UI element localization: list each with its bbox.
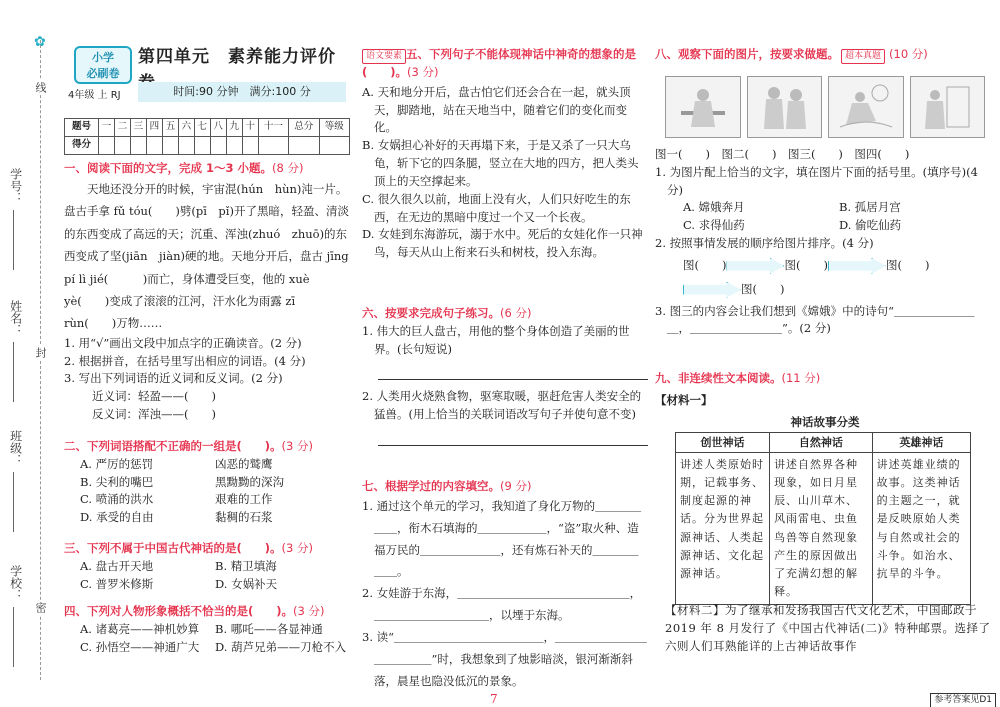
score-header-cell: 九 xyxy=(226,119,242,137)
field-class: 班级： xyxy=(8,430,23,466)
score-input-cell[interactable] xyxy=(258,137,288,155)
section-8: 八、观察下面的图片，按要求做题。 超本真题 (10 分) xyxy=(655,46,995,64)
score-header-cell: 十 xyxy=(242,119,258,137)
section-heading: 二、下列词语搭配不正确的一组是( )。 xyxy=(64,439,282,453)
table-header: 自然神话 xyxy=(770,433,873,453)
ordering-row: 图( ) 图( ) 图( ) xyxy=(683,257,930,272)
option-row: A. 嫦娥奔月 B. 孤居月宫 xyxy=(683,200,901,215)
section-heading: 六、按要求完成句子练习。 xyxy=(362,306,500,320)
score-input-cell[interactable] xyxy=(242,137,258,155)
material-2 xyxy=(655,602,995,655)
material-text: 【材料二】为了继承和发扬我国古代文化艺术，中国邮政于 2019 年 8 月发行了《中国古代神话(二)》特种邮票。选择了六则人们耳熟能详的上古神话故事作 xyxy=(665,603,991,653)
score-input-cell[interactable] xyxy=(178,137,194,155)
story-picture-1 xyxy=(665,76,741,138)
score-input-cell[interactable] xyxy=(146,137,162,155)
option-row: C. 求得仙药 D. 偷吃仙药 xyxy=(683,218,902,233)
score-input-cell[interactable] xyxy=(289,137,319,155)
score-value-row xyxy=(65,137,350,155)
option-row: A. 诸葛亮——神机妙算 B. 哪吒——各显神通 xyxy=(80,621,323,636)
question: 1. 伟大的巨人盘古，用他的整个身体创造了美丽的世界。(长句短说) xyxy=(362,323,630,356)
score-input-cell[interactable] xyxy=(226,137,242,155)
score-input-cell[interactable] xyxy=(114,137,130,155)
question: 2. 根据拼音，在括号里写出相应的词语。(4 分) xyxy=(64,353,306,368)
section-1 xyxy=(64,160,350,424)
arrow-right-icon xyxy=(828,258,886,274)
question[interactable]: 2. 女娃游于东海，＿＿＿＿＿＿＿＿＿＿＿＿＿＿＿，＿＿＿＿＿＿＿＿＿＿，以堙于东海。 xyxy=(362,586,642,623)
field-school: 学校： xyxy=(8,565,23,601)
table-title: 神话故事分类 xyxy=(790,414,860,429)
picture-row xyxy=(665,76,985,138)
tag-label: 语文要素 xyxy=(362,49,406,64)
score-header-cell: 三 xyxy=(130,119,146,137)
section-heading: 八、观察下面的图片，按要求做题。 xyxy=(655,47,839,61)
section-heading: 九、非连续性文本阅读。 xyxy=(655,371,782,385)
option[interactable]: B. 女娲担心补好的天再塌下来，于是又杀了一只大乌龟，斩下它的四条腿，竖立在大地的四方，把人类头顶上的天空撑起来。 xyxy=(362,138,639,188)
score-header-row xyxy=(65,119,350,137)
score-input-cell[interactable] xyxy=(162,137,178,155)
question: 1. 用“√”画出文段中加点字的正确读音。(2 分) xyxy=(64,335,302,350)
arrow-right-icon xyxy=(683,282,741,298)
table-cell: 讲述英雄业绩的故事。这类神话的主题之一，就是反映原始人类与自然或社会的斗争。如治水、抗旱的斗争。 xyxy=(872,453,970,605)
score-input-cell[interactable] xyxy=(319,137,350,155)
score-input-cell[interactable] xyxy=(194,137,210,155)
score-header-cell: 二 xyxy=(114,119,130,137)
cut-line xyxy=(40,40,41,680)
section-heading: 七、根据学过的内容填空。 xyxy=(362,479,500,493)
field-name: 姓名： xyxy=(8,300,23,336)
flower-icon: ✿ xyxy=(34,34,46,50)
option-row: C. 普罗米修斯 D. 女娲补天 xyxy=(80,576,278,591)
page-number: 7 xyxy=(490,692,498,706)
score-input-cell[interactable] xyxy=(210,137,226,155)
score-header-cell: 等级 xyxy=(319,119,350,137)
option[interactable]: C. 很久很久以前，地面上没有火，人们只好吃生的东西，在无边的黑暗中度过一个又一个长夜。 xyxy=(362,191,631,224)
figure-labels[interactable]: 图一( ) 图二( ) 图三( ) 图四( ) xyxy=(655,147,910,161)
score-table xyxy=(64,118,350,155)
grade-label: 4年级 上 RJ xyxy=(68,90,121,101)
column-middle xyxy=(362,0,648,707)
question: 3. 写出下列词语的近义词和反义词。(2 分) xyxy=(64,371,283,386)
material-label: 【材料一】 xyxy=(655,392,713,407)
answer-line[interactable]: 反义词：浑浊——( ) xyxy=(92,407,216,422)
question: 1. 为图片配上恰当的文字，填在图片下面的括号里。(填序号)(4 分) xyxy=(655,164,978,197)
field-line[interactable] xyxy=(13,472,14,532)
score-label-cell: 得分 xyxy=(65,137,99,155)
passage: 天地还没分开的时候，宇宙混(hún hùn)沌一片。盘古手拿 fǔ tóu( )劈(pī pǐ)开了黑暗，轻盈、清淡的东西变成了高远的天；沉重、浑浊(zhuó zhuō)的东西变成了坚(jiān jiàn)硬的地。天地分开后，盘古 jīng pí lì jié( )而亡，身体遭受巨变，他的 xuè yè( )变成了滚滚的江河，汗水化为雨露 zī rùn( )万物…… xyxy=(64,181,349,331)
column-right xyxy=(655,0,995,707)
section-heading: 三、下列不属于中国古代神话的是( )。 xyxy=(64,541,282,555)
field-line[interactable] xyxy=(13,607,14,667)
tag-label: 超本真题 xyxy=(841,49,885,64)
column-left xyxy=(64,0,350,707)
arrow-right-icon xyxy=(726,258,784,274)
field-line[interactable] xyxy=(13,342,14,402)
answer-reference: 参考答案见D1 xyxy=(930,693,996,707)
section-9: 九、非连续性文本阅读。(11 分) 【材料一】 神话故事分类 xyxy=(655,370,995,431)
score-header-cell: 总分 xyxy=(289,119,319,137)
section-8-questions xyxy=(655,146,995,338)
story-picture-3 xyxy=(828,76,904,138)
option-row: B. 尖利的嘴巴 黑黝黝的深沟 xyxy=(80,474,284,489)
field-line[interactable] xyxy=(13,210,14,270)
section-6: 六、按要求完成句子练习。(6 分) 1. 伟大的巨人盘古，用他的整个身体创造了美丽的世界。(长句短说) 2. 人类用火烧熟食物，驱寒取暖，驱赶危害人类安全的猛兽。(用上恰当的关联词语改写句子并使句意不变) xyxy=(362,305,648,446)
question: 2. 人类用火烧熟食物，驱寒取暖，驱赶危害人类安全的猛兽。(用上恰当的关联词语改写句子并使句意不变) xyxy=(362,389,642,422)
page-title: 第四单元 素养能力评价 xyxy=(138,47,336,67)
section-heading: 五、下列句子不能体现神话中神奇的想象的是( )。 xyxy=(362,47,637,79)
option-row: D. 承受的自由 黏稠的石浆 xyxy=(80,510,273,525)
answer-line[interactable]: 近义词：轻盈——( ) xyxy=(92,389,216,404)
time-score-info: 时间:90 分钟 满分:100 分 xyxy=(138,82,346,102)
field-student-id: 学号： xyxy=(8,168,23,204)
table-cell: 讲述自然界各种现象，如日月星辰、山川草木、风雨雷电、虫鱼鸟兽等自然现象产生的原因做出了充满幻想的解释。 xyxy=(770,453,873,605)
option-row: C. 孙悟空——神通广大 D. 葫芦兄弟——刀枪不入 xyxy=(80,639,347,654)
table-header: 英雄神话 xyxy=(872,433,970,453)
score-header-cell: 题号 xyxy=(65,119,99,137)
score-header-cell: 六 xyxy=(178,119,194,137)
option[interactable]: D. 女娃到东海游玩，溺于水中。死后的女娃化作一只神鸟，每天从山上衔来石头和树枝，投入东海。 xyxy=(362,227,643,260)
story-picture-4 xyxy=(910,76,986,138)
cut-mark: 密 xyxy=(32,600,49,615)
section-3: 三、下列不属于中国古代神话的是( )。(3 分) A. 盘古开天地 B. 精卫填海 C. 普罗米修斯 D. 女娲补天 xyxy=(64,540,350,593)
score-header-cell: 四 xyxy=(146,119,162,137)
question[interactable]: 1. 通过这个单元的学习，我知道了身化万物的＿＿＿＿＿＿，衔木石填海的＿＿＿＿＿＿，“盗”取火种、造福万民的＿＿＿＿＿＿＿，还有炼石补天的＿＿＿＿＿＿。 xyxy=(362,498,642,579)
answer-line[interactable] xyxy=(378,428,648,446)
myth-table xyxy=(675,432,971,605)
ordering-row: 图( ) xyxy=(655,281,995,299)
option-row: A. 盘古开天地 B. 精卫填海 xyxy=(80,558,277,573)
score-header-cell: 一 xyxy=(99,119,115,137)
binding-strip xyxy=(0,0,62,707)
table-cell: 讲述人类原始时期，记载事务、制度起源的神话。分为世界起源神话、人类起源神话、文化起源神话。 xyxy=(676,453,770,605)
answer-line[interactable] xyxy=(378,362,648,380)
table-header: 创世神话 xyxy=(676,433,770,453)
question: 2. 按照事情发展的顺序给图片排序。(4 分) xyxy=(655,236,874,251)
score-input-cell[interactable] xyxy=(99,137,115,155)
score-header-cell: 十一 xyxy=(258,119,288,137)
section-points: (8 分) xyxy=(272,161,304,175)
question[interactable]: 3. 读“＿＿＿＿＿＿＿＿＿＿＿＿＿，＿＿＿＿＿＿＿＿＿＿＿＿＿”时，我想象到了烛影暗淡，银河渐渐斜落，晨星也隐没低沉的景象。 xyxy=(362,629,648,688)
score-header-cell: 五 xyxy=(162,119,178,137)
section-heading: 一、阅读下面的文字，完成 1～3 小题。 xyxy=(64,161,273,175)
option-row: C. 喷涌的洪水 艰难的工作 xyxy=(80,492,273,507)
score-header-cell: 七 xyxy=(194,119,210,137)
option-row: A. 严厉的惩罚 凶恶的鹫鹰 xyxy=(80,456,273,471)
section-5: 语文要素 五、下列句子不能体现神话中神奇的想象的是( )。(3 分) A. 天和地分开后，盘古怕它们还会合在一起，就头顶天，脚踏地，站在天地当中，随着它们的变化而变化。 B. 女娲担心补好的天再塌下来，于是又杀了一只大乌龟，斩下它的四条腿，竖立在大地的四方，把人类头顶上的天空撑起来。 C. 很久很久以前，地面上没有火，人们只好吃生的东西，在无边的黑暗中度过一个又一个长夜。 D. 女娃到东海游玩，溺于水中。死后的女娃化作一只神鸟，每天从山上衔来石头和树枝，投入东海。 xyxy=(362,46,648,262)
section-heading: 四、下列对人物形象概括不恰当的是( )。 xyxy=(64,604,294,618)
score-header-cell: 八 xyxy=(210,119,226,137)
cut-mark: 线 xyxy=(32,80,49,95)
brand-badge: 小学 必刷卷 xyxy=(74,46,132,84)
exam-header xyxy=(64,42,350,110)
question[interactable]: 3. 图三的内容会让我们想到《嫦娥》中的诗句“＿＿＿＿＿＿＿＿，＿＿＿＿＿＿＿＿”。(2 分) xyxy=(655,303,975,336)
story-picture-2 xyxy=(747,76,823,138)
score-input-cell[interactable] xyxy=(130,137,146,155)
section-7: 七、根据学过的内容填空。(9 分) 1. 通过这个单元的学习，我知道了身化万物的＿＿＿＿＿＿，衔木石填海的＿＿＿＿＿＿，“盗”取火种、造福万民的＿＿＿＿＿＿＿，还有炼石补天的＿＿＿＿＿＿。 2. 女娃游于东海，＿＿＿＿＿＿＿＿＿＿＿＿＿＿＿，＿＿＿＿＿＿＿＿＿＿，以堙于东海。 3. 读“＿＿＿＿＿＿＿＿＿＿＿＿＿，＿＿＿＿＿＿＿＿＿＿＿＿＿”时，我想象到了烛影暗淡，银河渐渐斜落，晨星也隐没低沉的景象。 xyxy=(362,478,648,692)
option[interactable]: A. 天和地分开后，盘古怕它们还会合在一起，就头顶天，脚踏地，站在天地当中，随着它们的变化而变化。 xyxy=(362,84,631,135)
cut-mark: 封 xyxy=(32,345,49,360)
section-4: 四、下列对人物形象概括不恰当的是( )。(3 分) A. 诸葛亮——神机妙算 B. 哪吒——各显神通 C. 孙悟空——神通广大 D. 葫芦兄弟——刀枪不入 xyxy=(64,603,350,656)
section-2: 二、下列词语搭配不正确的一组是( )。(3 分) A. 严厉的惩罚 凶恶的鹫鹰 B. 尖利的嘴巴 黑黝黝的深沟 C. 喷涌的洪水 艰难的工作 D. 承受的自由 黏稠的石浆 xyxy=(64,438,350,527)
